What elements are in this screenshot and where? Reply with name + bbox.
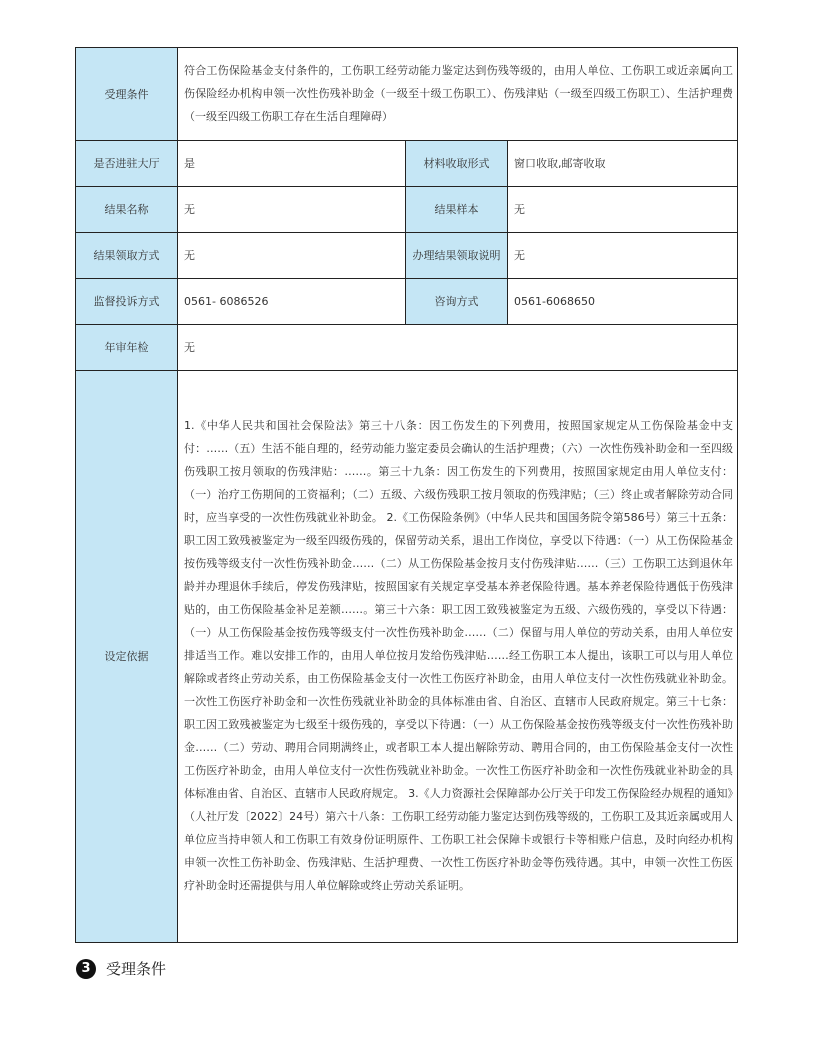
annual-value: 无 [178, 325, 738, 371]
section-number-badge: 3 [76, 959, 96, 979]
hall-value: 是 [178, 141, 406, 187]
section-title: 受理条件 [106, 960, 167, 978]
result-sample-value: 无 [508, 187, 738, 233]
result-note-value: 无 [508, 233, 738, 279]
contact-row [76, 279, 738, 325]
complaint-value: 0561- 6086526 [178, 279, 406, 325]
basis-text: 1.《中华人民共和国社会保险法》第三十八条：因工伤发生的下列费用，按照国家规定从工伤保险基金中支付：……（五）生活不能自理的，经劳动能力鉴定委员会确认的生活护理费；（六）一次性伤残补助金和一至四级伤残职工按月领取的伤残津贴：……。第三十九条：因工伤发生的下列费用，按照国家规定由用人单位支付：（一）治疗工伤期间的工资福利；（二）五级、六级伤残职工按月领取的伤残津贴；（三）终止或者解除劳动合同时，应当享受的一次性伤残就业补助金。 2.《工伤保险条例》（中华人民共和国国务院令第586号）第三十五条：职工因工致残被鉴定为一级至四级伤残的，保留劳动关系，退出工作岗位，享受以下待遇：（一）从工伤保险基金按伤残等级支付一次性伤残补助金……（二）从工伤保险基金按月支付伤残津贴……（三）工伤职工达到退休年龄并办理退休手续后，停发伤残津贴，按照国家有关规定享受基本养老保险待遇。基本养老保险待遇低于伤残津贴的，由工伤保险基金补足差额……。第三十六条：职工因工致残被鉴定为五级、六级伤残的，享受以下待遇：（一）从工伤保险基金按伤残等级支付一次性伤残补助金……（二）保留与用人单位的劳动关系，由用人单位安排适当工作。难以安排工作的，由用人单位按月发给伤残津贴……经工伤职工本人提出，该职工可以与用人单位解除或者终止劳动关系，由工伤保险基金支付一次性工伤医疗补助金，由用人单位支付一次性伤残就业补助金。一次性工伤医疗补助金和一次性伤残就业补助金的具体标准由省、自治区、直辖市人民政府规定。第三十七条：职工因工致残被鉴定为七级至十级伤残的，享受以下待遇：（一）从工伤保险基金按伤残等级支付一次性伤残补助金……（二）劳动、聘用合同期满终止，或者职工本人提出解除劳动、聘用合同的，由工伤保险基金支付一次性工伤医疗补助金，由用人单位支付一次性伤残就业补助金。一次性工伤医疗补助金和一次性伤残就业补助金的具体标准由省、自治区、直辖市人民政府规定。 3.《人力资源社会保障部办公厅关于印发工伤保险经办规程的通知》（人社厅发〔2022〕24号）第六十八条：工伤职工经劳动能力鉴定达到伤残等级的，工伤职工及其近亲属或用人单位应当持申领人和工伤职工有效身份证明原件、工伤职工社会保障卡或银行卡等相账户信息，及时向经办机构申领一次性工伤补助金、伤残津贴、生活护理费、一次性工伤医疗补助金等伤残待遇。其中，申领一次性工伤医疗补助金时还需提供与用人单位解除或终止劳动关系证明。 [178, 371, 738, 943]
result-collect-value: 无 [178, 233, 406, 279]
result-note-label: 办理结果领取说明 [406, 233, 508, 279]
basis-label: 设定依据 [76, 371, 178, 943]
acceptance-text: 符合工伤保险基金支付条件的，工伤职工经劳动能力鉴定达到伤残等级的，由用人单位、工伤职工或近亲属向工伤保险经办机构申领一次性伤残补助金（一级至十级工伤职工）、伤残津贴（一级至四级工伤职工）、生活护理费（一级至四级工伤职工存在生活自理障碍） [178, 48, 738, 141]
collect-value: 窗口收取,邮寄收取 [508, 141, 738, 187]
complaint-label: 监督投诉方式 [76, 279, 178, 325]
result-collect-row [76, 233, 738, 279]
hall-label: 是否进驻大厅 [76, 141, 178, 187]
consult-value: 0561-6068650 [508, 279, 738, 325]
basis-row [76, 371, 738, 943]
acceptance-label: 受理条件 [76, 48, 178, 141]
result-collect-label: 结果领取方式 [76, 233, 178, 279]
service-info-table [75, 47, 738, 943]
acceptance-row [76, 48, 738, 141]
section-heading [76, 958, 166, 979]
annual-row [76, 325, 738, 371]
annual-label: 年审年检 [76, 325, 178, 371]
result-name-label: 结果名称 [76, 187, 178, 233]
result-sample-label: 结果样本 [406, 187, 508, 233]
hall-row [76, 141, 738, 187]
result-name-value: 无 [178, 187, 406, 233]
collect-label: 材料收取形式 [406, 141, 508, 187]
consult-label: 咨询方式 [406, 279, 508, 325]
result-name-row [76, 187, 738, 233]
